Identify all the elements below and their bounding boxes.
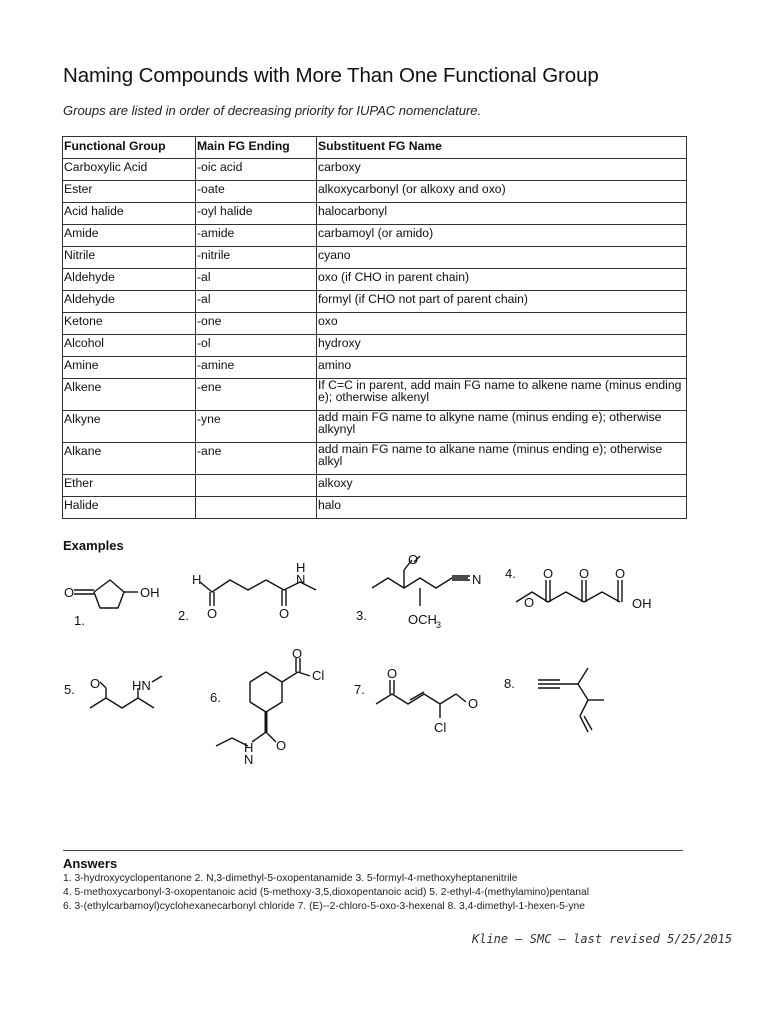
cell-group: Carboxylic Acid xyxy=(63,159,196,181)
example-number-4: 4. xyxy=(505,566,516,581)
examples-heading: Examples xyxy=(63,538,124,553)
table-row xyxy=(63,181,687,203)
cell-substituent: add main FG name to alkyne name (minus ending e); otherwise alkynyl xyxy=(317,411,687,443)
cell-ending: -ane xyxy=(196,443,317,475)
answer-line: 6. 3-(ethylcarbamoyl)cyclohexanecarbonyl chloride 7. (E)--2-chloro-5-oxo-3-hexenal 8. 3,4-dimethyl-1-hexen-5-yne xyxy=(63,901,585,912)
example-number-3: 3. xyxy=(356,608,367,623)
example-number-7: 7. xyxy=(354,682,365,697)
cell-group: Acid halide xyxy=(63,203,196,225)
structure-5-pentanal xyxy=(86,668,176,728)
example-number-6: 6. xyxy=(210,690,221,705)
double-bond xyxy=(456,694,466,702)
header-functional-group: Functional Group xyxy=(63,137,196,159)
table-row xyxy=(63,357,687,379)
cell-substituent: carboxy xyxy=(317,159,687,181)
answer-line: 4. 5-methoxycarbonyl-3-oxopentanoic acid (5-methoxy-3,5,dioxopentanoic acid) 5. 2-ethyl-4-(methylamino)pentanal xyxy=(63,887,589,898)
table-row xyxy=(63,159,687,181)
bond xyxy=(578,684,588,700)
atom-label: O xyxy=(615,566,626,581)
cell-group: Nitrile xyxy=(63,247,196,269)
atom-label: HN xyxy=(132,678,151,693)
atom-label: O xyxy=(387,666,398,681)
cell-substituent: hydroxy xyxy=(317,335,687,357)
footer-credit: Kline – SMC – last revised 5/25/2015 xyxy=(472,932,733,946)
cell-ending: -amine xyxy=(196,357,317,379)
table-row xyxy=(63,443,687,475)
ring-bond xyxy=(250,672,282,712)
cell-ending: -yne xyxy=(196,411,317,443)
cell-group: Alkane xyxy=(63,443,196,475)
table-header-row xyxy=(63,137,687,159)
cell-ending: -amide xyxy=(196,225,317,247)
table-row xyxy=(63,497,687,519)
cell-substituent: halocarbonyl xyxy=(317,203,687,225)
cell-ending xyxy=(196,475,317,497)
atom-label: O xyxy=(468,696,479,711)
table-row xyxy=(63,335,687,357)
atom-label: O xyxy=(207,606,218,621)
example-number-2: 2. xyxy=(178,608,189,623)
bond xyxy=(580,700,588,716)
atom-label: O xyxy=(64,585,75,600)
atom-label: O xyxy=(408,552,419,567)
cell-substituent: oxo xyxy=(317,313,687,335)
cell-group: Aldehyde xyxy=(63,269,196,291)
cell-substituent: add main FG name to alkane name (minus ending e); otherwise alkyl xyxy=(317,443,687,475)
cell-substituent: If C=C in parent, add main FG name to alkene name (minus ending e); otherwise alkenyl xyxy=(317,379,687,411)
cell-substituent: oxo (if CHO in parent chain) xyxy=(317,269,687,291)
structure-3-heptanenitrile xyxy=(370,548,490,638)
double-bond xyxy=(100,682,106,688)
cell-group: Aldehyde xyxy=(63,291,196,313)
cell-ending: -oate xyxy=(196,181,317,203)
atom-label: H xyxy=(296,560,306,575)
page-subtitle: Groups are listed in order of decreasing priority for IUPAC nomenclature. xyxy=(63,103,482,118)
table-row xyxy=(63,411,687,443)
cell-substituent: amino xyxy=(317,357,687,379)
bond xyxy=(578,668,588,684)
cell-substituent: formyl (if CHO not part of parent chain) xyxy=(317,291,687,313)
atom-label: O xyxy=(292,646,303,661)
atom-label: N xyxy=(296,572,306,587)
atom-label: OCH xyxy=(408,612,437,627)
atom-label: Cl xyxy=(434,720,447,735)
table-row xyxy=(63,291,687,313)
structure-8-hexenyne xyxy=(534,660,624,740)
atom-label: O xyxy=(279,606,290,621)
structure-2-oxopentanamide xyxy=(190,562,330,622)
double-bond xyxy=(580,716,588,732)
cell-substituent: alkoxy xyxy=(317,475,687,497)
bond xyxy=(282,672,298,682)
page-title: Naming Compounds with More Than One Functional Group xyxy=(63,64,599,87)
example-number-1: 1. xyxy=(74,613,85,628)
answers-heading: Answers xyxy=(63,856,118,871)
atom-label: O xyxy=(543,566,554,581)
atom-label: O xyxy=(276,738,287,753)
bond xyxy=(252,732,266,742)
cell-group: Ketone xyxy=(63,313,196,335)
cell-substituent: carbamoyl (or amido) xyxy=(317,225,687,247)
ring-bond xyxy=(94,580,124,608)
bond xyxy=(152,676,162,682)
atom-label: O xyxy=(579,566,590,581)
table-row xyxy=(63,475,687,497)
structure-1-hydroxycyclopentanone xyxy=(62,568,162,628)
table-row xyxy=(63,225,687,247)
cell-group: Ester xyxy=(63,181,196,203)
atom-label: O xyxy=(90,676,101,691)
chain-bond xyxy=(90,698,154,708)
cell-group: Halide xyxy=(63,497,196,519)
cell-group: Alcohol xyxy=(63,335,196,357)
functional-group-table xyxy=(62,136,687,519)
atom-label: OH xyxy=(632,596,652,611)
bond xyxy=(298,672,310,676)
structure-7-hexenal xyxy=(372,662,492,742)
table-row xyxy=(63,247,687,269)
header-substituent-fg-name: Substituent FG Name xyxy=(317,137,687,159)
table-row xyxy=(63,313,687,335)
cell-group: Amide xyxy=(63,225,196,247)
chain-bond xyxy=(376,694,456,704)
cell-ending: -oyl halide xyxy=(196,203,317,225)
answers-divider xyxy=(63,850,683,851)
cell-ending: -one xyxy=(196,313,317,335)
table-row xyxy=(63,203,687,225)
example-number-8: 8. xyxy=(504,676,515,691)
cell-ending: -ol xyxy=(196,335,317,357)
cell-group: Ether xyxy=(63,475,196,497)
structure-6-cyclohexanecarbonyl-chloride xyxy=(206,646,346,772)
cell-ending xyxy=(196,497,317,519)
atom-subscript: 3 xyxy=(436,620,442,630)
cell-group: Alkyne xyxy=(63,411,196,443)
atom-label: OH xyxy=(140,585,160,600)
answer-line: 1. 3-hydroxycyclopentanone 2. N,3-dimethyl-5-oxopentanamide 3. 5-formyl-4-methoxyheptanenitrile xyxy=(63,873,518,884)
atom-label: O xyxy=(524,595,535,610)
cell-group: Alkene xyxy=(63,379,196,411)
double-bond xyxy=(266,732,276,742)
cell-substituent: alkoxycarbonyl (or alkoxy and oxo) xyxy=(317,181,687,203)
cell-ending: -oic acid xyxy=(196,159,317,181)
atom-label: H xyxy=(192,572,202,587)
cell-substituent: cyano xyxy=(317,247,687,269)
atom-label: N xyxy=(244,752,254,767)
cell-ending: -al xyxy=(196,269,317,291)
cell-substituent: halo xyxy=(317,497,687,519)
atom-label: H xyxy=(244,740,254,755)
cell-ending: -al xyxy=(196,291,317,313)
header-main-fg-ending: Main FG Ending xyxy=(196,137,317,159)
example-number-5: 5. xyxy=(64,682,75,697)
atom-label: N xyxy=(472,572,482,587)
cell-ending: -ene xyxy=(196,379,317,411)
cell-ending: -nitrile xyxy=(196,247,317,269)
cell-group: Amine xyxy=(63,357,196,379)
table-row xyxy=(63,379,687,411)
atom-label: Cl xyxy=(312,668,325,683)
table-row xyxy=(63,269,687,291)
structure-4-oxopentanoic-acid xyxy=(512,562,672,622)
